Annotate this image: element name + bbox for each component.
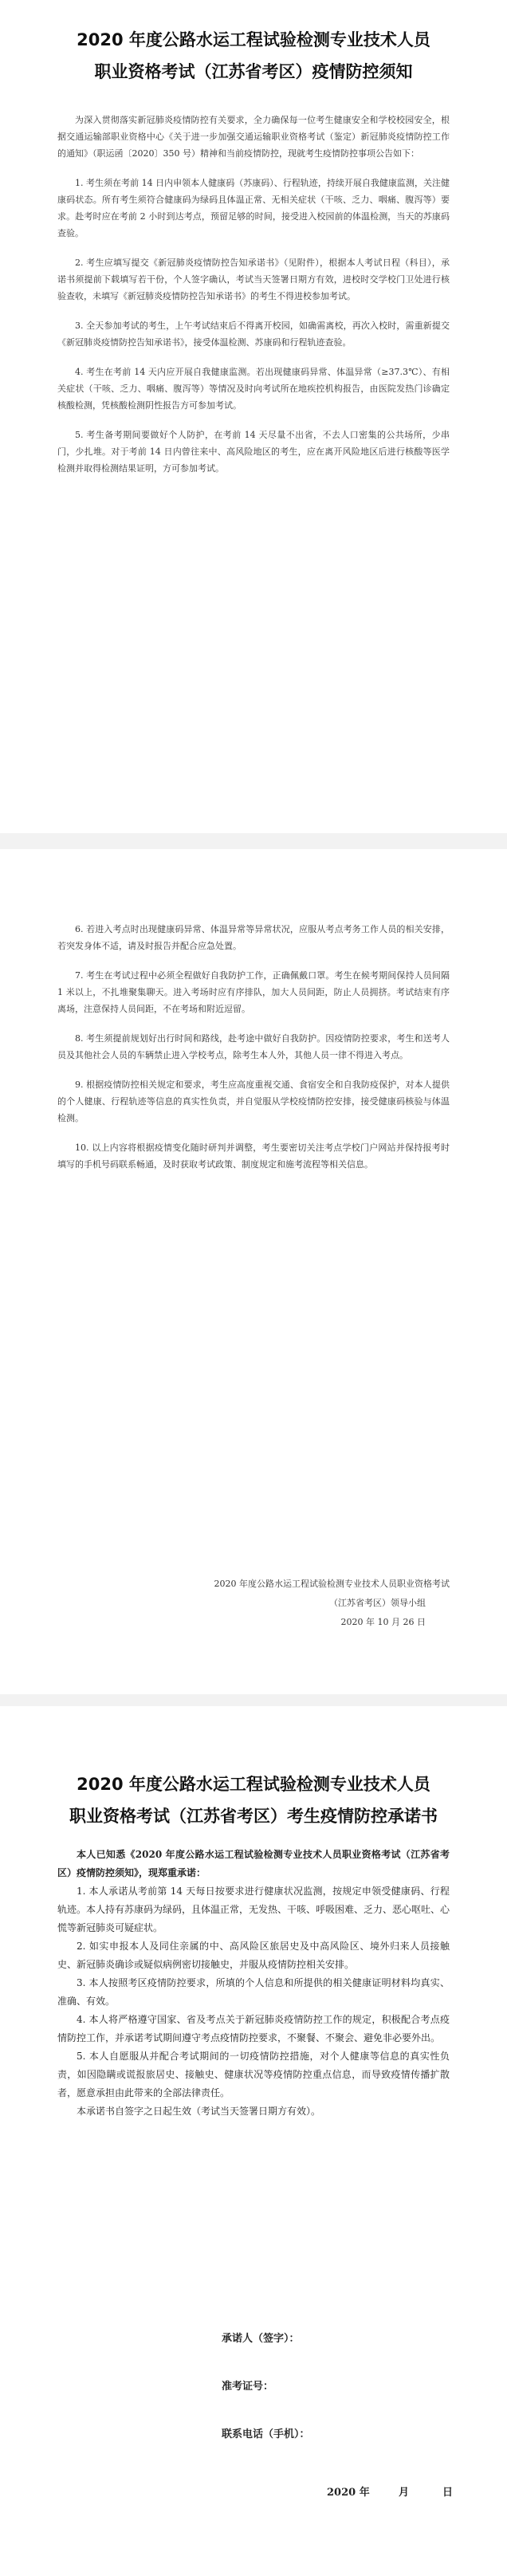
notice-item-7: 7. 考生在考试过程中必须全程做好自我防护工作，正确佩戴口罩。考生在候考期间保持人员间隔 1 米以上，不扎堆聚集聊天。进入考场时应有序排队，加大人员间距，防止人员拥挤。考试结束有序离场，注意保持人员间距，不在考场和附近逗留。 — [57, 970, 450, 1014]
notice-intro: 为深入贯彻落实新冠肺炎疫情防控有关要求，全力确保每一位考生健康安全和学校校园安全，根据交通运输部职业资格中心《关于进一步加强交通运输职业资格考试（鉴定）新冠肺炎疫情防控工作的通知》（职运函〔2020〕350 号）精神和当前疫情防控，现就考生疫情防控事项公告如下： — [57, 115, 450, 159]
pledge-body — [57, 1846, 450, 2121]
pledge-title-line1: 2020 年度公路水运工程试验检测专业技术人员 — [77, 1775, 430, 1794]
notice-body-2 — [57, 921, 450, 1186]
pledge-item-3: 3. 本人按照考区疫情防控要求，所填的个人信息和所提供的相关健康证明材料均真实、准确、有效。 — [57, 1977, 450, 2007]
field-signer-label: 承诺人（签字）： — [222, 2333, 300, 2345]
notice-page-2 — [0, 849, 507, 1694]
notice-page-1 — [0, 0, 507, 833]
pledge-title-line2: 职业资格考试（江苏省考区）考生疫情防控承诺书 — [69, 1807, 438, 1826]
pledge-item-2: 2. 如实申报本人及同住亲属的中、高风险区旅居史及中高风险区、境外归来人员接触史、新冠肺炎确诊或疑似病例密切接触史，并服从疫情防控相关安排。 — [57, 1941, 450, 1970]
signature-date: 2020 年 10 月 26 日 — [340, 1617, 426, 1627]
field-date-day: 日 — [442, 2487, 454, 2499]
notice-item-3: 3. 全天参加考试的考生，上午考试结束后不得离开校园，如确需离校，再次入校时，需重新提交《新冠肺炎疫情防控告知承诺书》，接受体温检测、苏康码和行程轨迹查验。 — [57, 321, 450, 348]
pledge-lead: 本人已知悉《2020 年度公路水运工程试验检测专业技术人员职业资格考试（江苏省考区）疫情防控须知》，现郑重承诺： — [57, 1849, 450, 1878]
field-date-year: 2020 年 — [327, 2487, 370, 2499]
notice-title — [0, 24, 507, 88]
notice-item-4: 4. 考生在考前 14 天内应开展自我健康监测。若出现健康码异常、体温异常（≥37.3℃）、有相关症状（干咳、乏力、咽痛、腹泻等）等情况及时向考试所在地疾控机构报告，由医院发热门诊确定核酸检测，凭核酸检测阴性报告方可参加考试。 — [57, 367, 450, 411]
pledge-closing: 本承诺书自签字之日起生效（考试当天签署日期方有效）。 — [77, 2106, 321, 2117]
page-gap — [0, 833, 507, 849]
notice-item-8: 8. 考生须提前规划好出行时间和路线，赴考途中做好自我防护。因疫情防控要求，考生和送考人员及其他社会人员的车辆禁止进入学校考点，除考生本人外，其他人员一律不得进入考点。 — [57, 1033, 450, 1060]
pledge-item-1: 1. 本人承诺从考前第 14 天每日按要求进行健康状况监测，按规定申领受健康码、行程轨迹。本人持有苏康码为绿码，且体温正常，无发热、干咳、呼吸困难、乏力、恶心呕吐、心慌等新冠肺炎可疑症状。 — [57, 1886, 450, 1933]
pledge-item-4: 4. 本人将严格遵守国家、省及考点关于新冠肺炎疫情防控工作的规定，积极配合考点疫情防控工作，并承诺考试期间遵守考点疫情防控要求，不聚餐、不聚会、避免非必要外出。 — [57, 2014, 450, 2043]
notice-title-line2: 职业资格考试（江苏省考区）疫情防控须知 — [94, 62, 413, 81]
pledge-item-5: 5. 本人自愿服从并配合考试期间的一切疫情防控措施，对个人健康等信息的真实性负责，如因隐瞒或谎报旅居史、接触史、健康状况等疫情防控重点信息，而导致疫情传播扩散者，愿意承担由此带来的全部法律责任。 — [57, 2051, 450, 2098]
page-gap — [0, 1694, 507, 1706]
notice-item-1: 1. 考生须在考前 14 日内申领本人健康码（苏康码）、行程轨迹，持续开展自我健康监测，关注健康码状态。所有考生须符合健康码为绿码且体温正常、无相关症状（干咳、乏力、咽痛、腹泻等）要求。赴考时应在考前 2 小时到达考点，预留足够的时间，接受进入校园前的体温检测，当天的苏康码查验。 — [57, 178, 450, 238]
signature-line2: （江苏省考区）领导小组 — [329, 1598, 426, 1608]
pledge-title — [0, 1768, 507, 1832]
field-date-month: 月 — [399, 2487, 410, 2499]
signature-line1: 2020 年度公路水运工程试验检测专业技术人员职业资格考试 — [214, 1579, 450, 1589]
field-ticket-label: 准考证号： — [222, 2381, 274, 2393]
notice-item-2: 2. 考生应填写提交《新冠肺炎疫情防控告知承诺书》（见附件），根据本人考试日程（科目），承诺书须提前下载填写若干份，个人签字确认，考试当天签署日期方有效，进校时交学校门卫处进行核验查收，未填写《新冠肺炎疫情防控告知承诺书》的考生不得进校参加考试。 — [57, 258, 450, 301]
pledge-page — [0, 1706, 507, 2576]
notice-item-5: 5. 考生备考期间要做好个人防护，在考前 14 天尽量不出省，不去人口密集的公共场所，少串门，少扎堆。对于考前 14 日内曾往来中、高风险地区的考生，应在离开风险地区后进行核酸等医学检测并取得检测结果证明，方可参加考试。 — [57, 430, 450, 474]
field-phone-label: 联系电话（手机）： — [222, 2429, 310, 2440]
notice-title-line1: 2020 年度公路水运工程试验检测专业技术人员 — [77, 30, 430, 49]
notice-item-10: 10. 以上内容将根据疫情变化随时研判并调整，考生要密切关注考点学校门户网站并保持报考时填写的手机号码联系畅通，及时获取考试政策、制度规定和施考流程等相关信息。 — [57, 1142, 450, 1170]
notice-signature — [57, 1575, 450, 1632]
notice-item-6: 6. 若进入考点时出现健康码异常、体温异常等异常状况，应服从考点考务工作人员的相关安排，若突发身体不适，请及时报告并配合应急处置。 — [57, 924, 450, 951]
notice-body-1 — [57, 112, 450, 490]
notice-item-9: 9. 根据疫情防控相关规定和要求，考生应高度重视交通、食宿安全和自我防疫保护，对本人提供的个人健康、行程轨迹等信息的真实性负责，并自觉服从学校疫情防控安排，接受健康码核验与体温检测。 — [57, 1080, 450, 1123]
